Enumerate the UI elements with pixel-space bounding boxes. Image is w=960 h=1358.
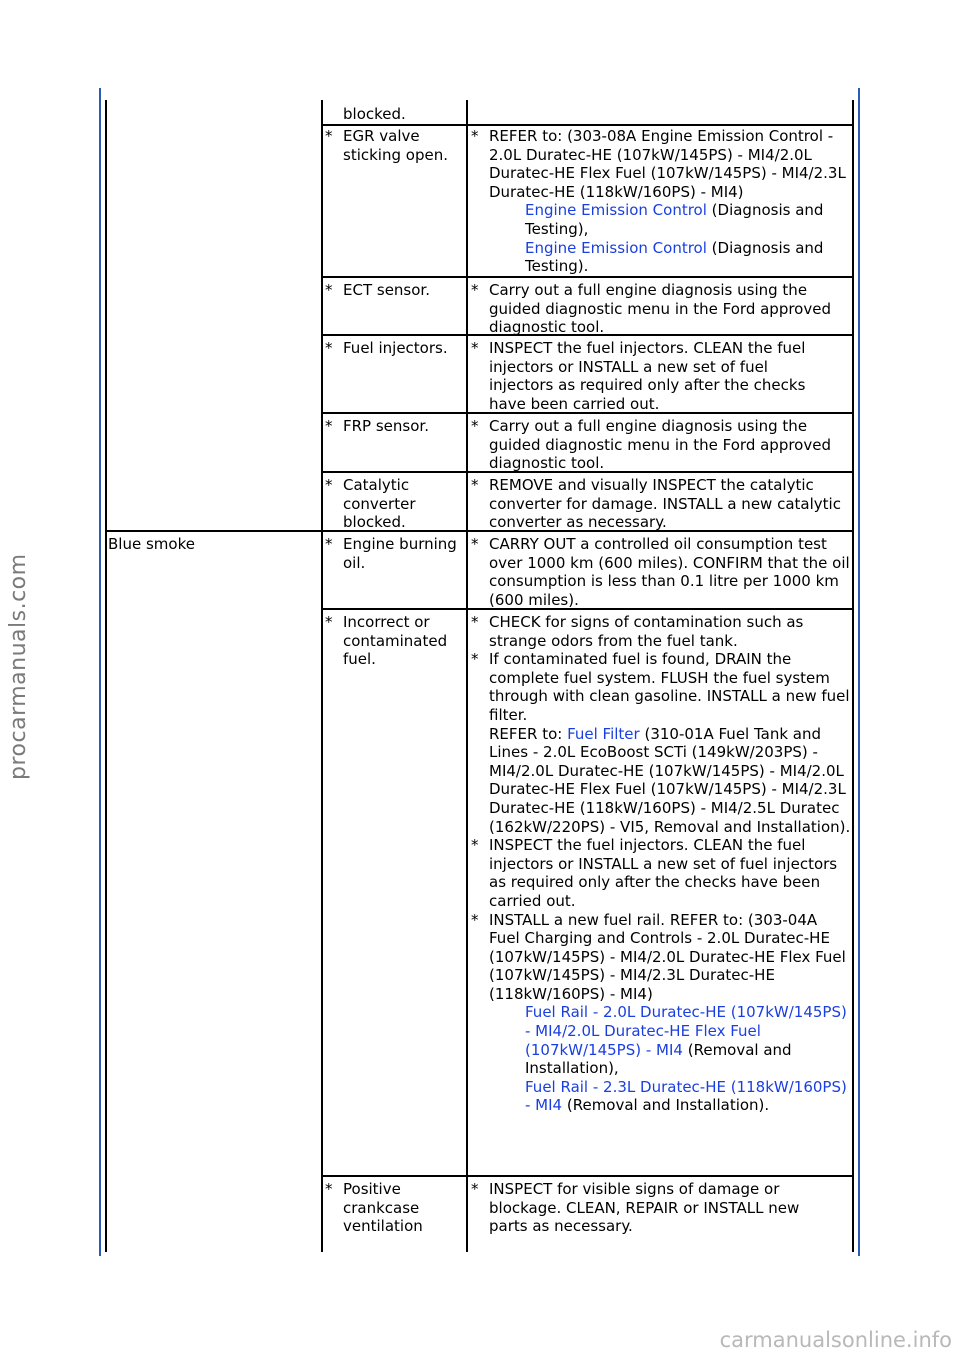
cause-text: FRP sensor. — [343, 417, 429, 435]
side-watermark: procarmanuals.com — [6, 553, 31, 780]
cause-item — [325, 281, 465, 300]
action-column-divider — [466, 100, 468, 1252]
action-item — [471, 911, 852, 1116]
reference-suffix: (Diagnosis and Testing), — [525, 201, 824, 238]
bullet-icon: * — [471, 476, 479, 494]
reference-link-fuel-rail-2-3l[interactable]: Fuel Rail - 2.3L Duratec-HE (118kW/160PS) - MI4 — [525, 1077, 847, 1115]
bullet-icon: * — [325, 535, 333, 553]
action-cell — [471, 127, 852, 276]
cause-text: Engine burning oil. — [343, 535, 457, 572]
action-cell — [471, 1180, 831, 1236]
cause-item — [325, 127, 465, 164]
reference-line — [489, 1078, 852, 1115]
action-text: INSPECT for visible signs of damage or blockage. CLEAN, REPAIR or INSTALL new parts as necessary. — [489, 1180, 800, 1236]
action-cell — [471, 535, 852, 609]
bullet-icon: * — [471, 650, 479, 669]
action-cell — [471, 339, 831, 413]
reference-line — [489, 1003, 852, 1077]
bullet-icon: * — [471, 613, 479, 631]
cause-cell — [325, 127, 465, 164]
reference-link-fuel-filter[interactable]: Fuel Filter — [567, 724, 640, 743]
action-text: INSPECT the fuel injectors. CLEAN the fuel injectors or INSTALL a new set of fuel injectors as required only after the checks have been carried out. — [489, 836, 838, 910]
bullet-icon: * — [325, 1180, 333, 1198]
cause-text: blocked. — [343, 105, 406, 123]
row-separator — [321, 1175, 854, 1177]
bullet-icon: * — [471, 910, 479, 929]
reference-link-fuel-rail-2-0l[interactable]: Fuel Rail - 2.0L Duratec-HE (107kW/145PS) - MI4/2.0L Duratec-HE Flex Fuel (107kW/145PS) - MI4 — [525, 1003, 847, 1059]
bullet-icon: * — [325, 417, 333, 435]
action-item — [471, 836, 852, 910]
bullet-icon: * — [325, 127, 333, 145]
action-text: Carry out a full engine diagnosis using the guided diagnostic menu in the Ford approved diagnostic tool. — [489, 417, 831, 473]
row-separator — [321, 124, 854, 126]
action-text: REFER to: (303-08A Engine Emission Control - 2.0L Duratec-HE (107kW/145PS) - MI4/2.0L Duratec-HE Flex Fuel (107kW/145PS) - MI4/2.3L Duratec-HE (118kW/160PS) - MI4) — [489, 127, 846, 201]
bullet-icon: * — [471, 1180, 479, 1198]
cause-text: Positive crankcase ventilation — [343, 1180, 423, 1236]
action-item — [471, 613, 852, 650]
bottom-watermark: carmanualsonline.info — [719, 1328, 952, 1352]
action-cell — [471, 476, 841, 532]
reference-suffix: (Removal and Installation). — [562, 1096, 770, 1115]
action-text: If contaminated fuel is found, DRAIN the complete fuel system. FLUSH the fuel system through with clean gasoline. INSTALL a new fuel filter. — [489, 650, 850, 724]
action-item — [471, 417, 849, 473]
bullet-icon: * — [325, 281, 333, 299]
bullet-icon: * — [471, 127, 479, 145]
cause-item — [325, 476, 445, 532]
left-border-line — [99, 88, 101, 1256]
right-border-line — [858, 88, 860, 1256]
cause-cell — [325, 535, 465, 572]
reference-suffix: (310-01A Fuel Tank and Lines - 2.0L EcoBoost SCTi (149kW/203PS) - MI4/2.0L Duratec-HE (107kW/145PS) - MI4/2.0L Duratec-HE Flex Fuel (107kW/145PS) - MI4/2.3L Duratec-HE (118kW/160PS) - MI4/2.5L Duratec (162kW/220PS) - VI5, Removal and Installation). — [489, 724, 851, 836]
cause-item — [325, 613, 455, 669]
bullet-icon: * — [471, 281, 479, 299]
cause-cell — [325, 613, 455, 669]
bullet-icon: * — [471, 339, 479, 357]
cause-cell — [325, 281, 465, 300]
reference-line — [489, 201, 852, 238]
action-text: INSPECT the fuel injectors. CLEAN the fuel injectors or INSTALL a new set of fuel injectors as required only after the checks have been carried out. — [489, 339, 806, 413]
action-cell — [471, 613, 852, 1115]
cause-column-divider — [321, 100, 323, 1252]
action-item — [471, 127, 852, 276]
cause-item — [325, 339, 465, 358]
action-item — [471, 1180, 831, 1236]
cause-text: Fuel injectors. — [343, 339, 448, 357]
reference-suffix: (Removal and Installation), — [525, 1040, 792, 1078]
cause-text: Incorrect or contaminated fuel. — [343, 613, 448, 669]
action-text: INSTALL a new fuel rail. REFER to: (303-04A Fuel Charging and Controls - 2.0L Duratec-HE (107kW/145PS) - MI4/2.0L Duratec-HE Flex Fuel (107kW/145PS) - MI4/2.3L Duratec-HE (118kW/160PS) - MI4) — [489, 910, 846, 1003]
bullet-icon: * — [471, 417, 479, 435]
bullet-icon: * — [471, 836, 479, 855]
symptom-cell — [108, 535, 318, 554]
action-text: REMOVE and visually INSPECT the catalytic converter for damage. INSTALL a new catalytic converter as necessary. — [489, 476, 841, 532]
reference-line — [489, 239, 852, 276]
action-text: CHECK for signs of contamination such as strange odors from the fuel tank. — [489, 613, 804, 650]
action-item — [471, 339, 831, 413]
action-item — [471, 650, 852, 836]
cause-text: ECT sensor. — [343, 281, 430, 299]
left-table-edge — [105, 100, 107, 1252]
action-item — [471, 535, 852, 609]
reference-prefix: REFER to: — [489, 724, 568, 743]
bullet-icon: * — [325, 476, 333, 494]
cause-cell — [325, 417, 465, 436]
cause-cell — [325, 1180, 445, 1236]
cause-item — [325, 535, 465, 572]
reference-link-engine-emission-control[interactable]: Engine Emission Control — [525, 238, 707, 257]
reference-link-engine-emission-control[interactable]: Engine Emission Control — [525, 201, 707, 220]
cause-text: Catalytic converter blocked. — [343, 476, 416, 532]
action-cell — [471, 281, 849, 337]
bullet-icon: * — [471, 535, 479, 553]
cause-text: EGR valve sticking open. — [343, 127, 448, 164]
cause-cell — [343, 105, 463, 124]
action-text: Carry out a full engine diagnosis using the guided diagnostic menu in the Ford approved diagnostic tool. — [489, 281, 831, 337]
bullet-icon: * — [325, 613, 333, 631]
right-table-edge — [852, 100, 854, 1252]
reference-suffix: (Diagnosis and Testing). — [525, 238, 824, 276]
bullet-icon: * — [325, 339, 333, 357]
action-item — [471, 281, 849, 337]
cause-item — [325, 1180, 445, 1236]
cause-cell — [325, 339, 465, 358]
action-item — [471, 476, 841, 532]
action-text: CARRY OUT a controlled oil consumption test over 1000 km (600 miles). CONFIRM that the oil consumption is less than 0.1 litre per 1000 km (600 miles). — [489, 535, 850, 609]
symptom-text: Blue smoke — [108, 535, 195, 553]
action-cell — [471, 417, 849, 473]
row-separator — [321, 276, 854, 278]
cause-cell — [325, 476, 445, 532]
cause-item — [325, 417, 465, 436]
